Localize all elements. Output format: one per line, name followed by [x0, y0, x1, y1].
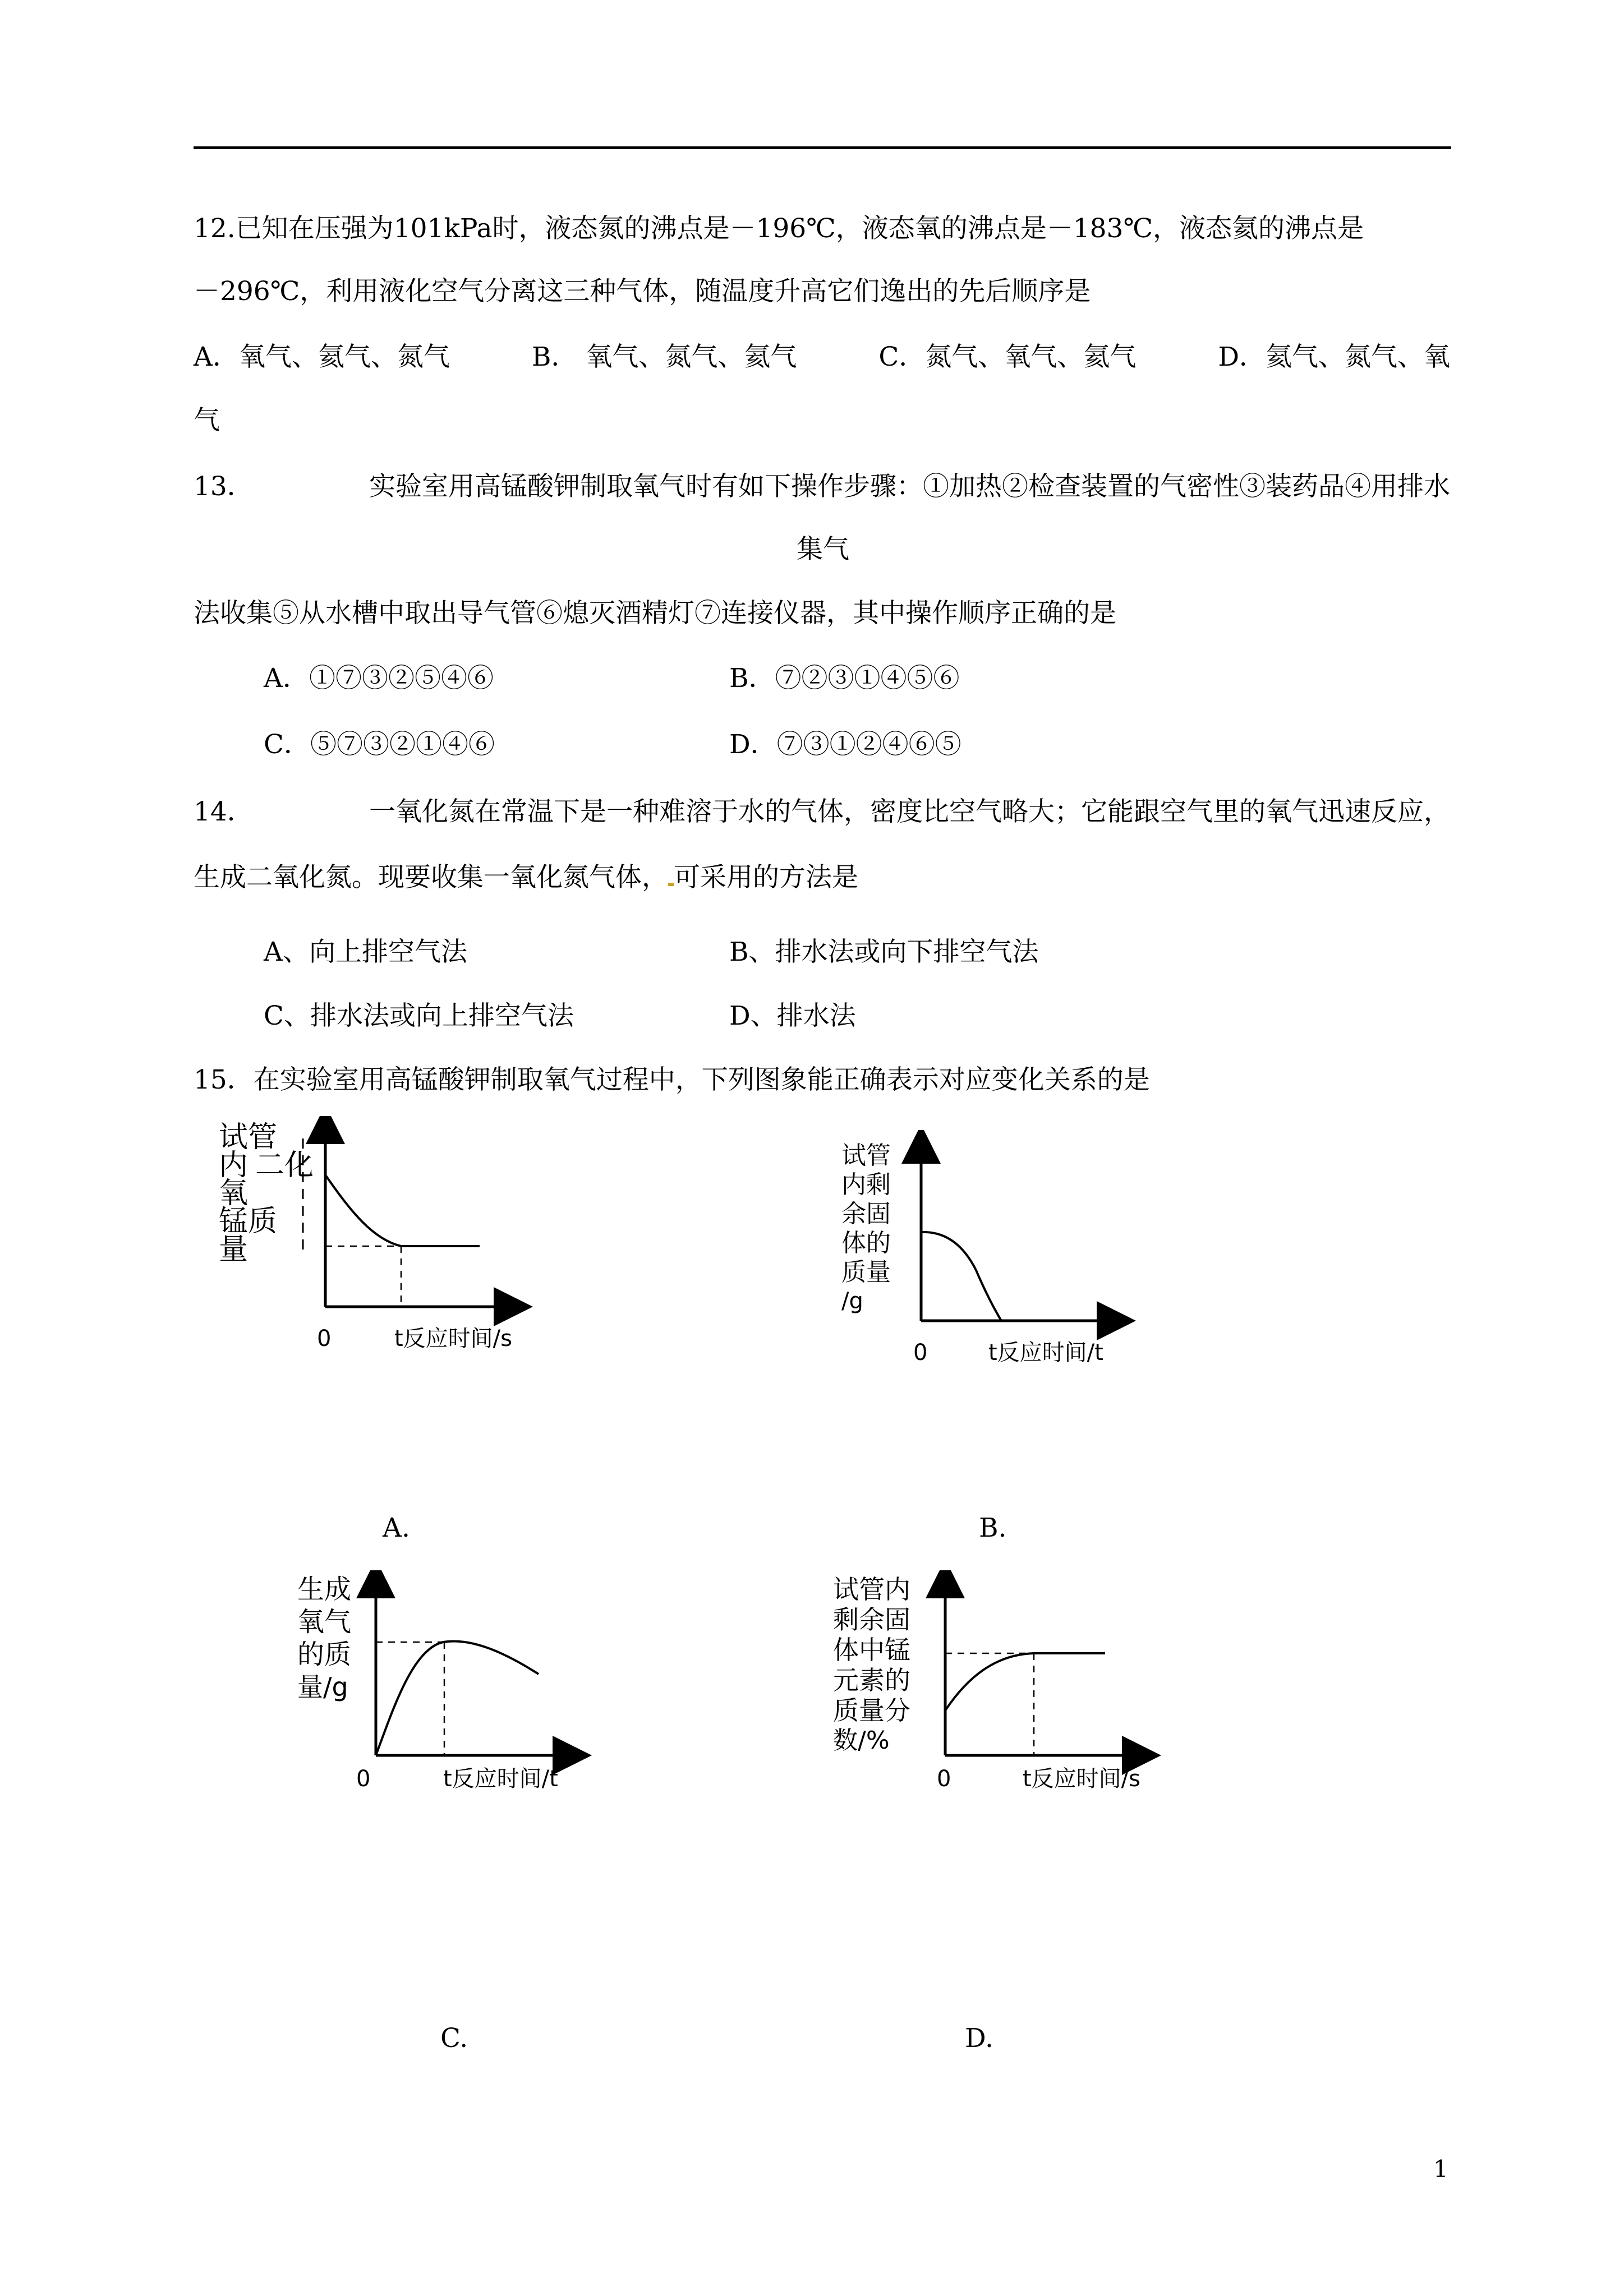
q12-option-a: A．氧气、氦气、氮气	[194, 342, 450, 372]
q12-option-c: C．氮气、氧气、氦气	[878, 342, 1137, 372]
graph-a-ylabel-2: 内	[219, 1149, 249, 1182]
graph-d-caption: D.	[965, 2023, 993, 2054]
graph-d-origin: 0	[937, 1766, 951, 1792]
q12-wrap: 气	[194, 405, 220, 436]
graph-b-caption: B.	[979, 1513, 1007, 1543]
graph-c-ylabel-1: 生成	[297, 1574, 352, 1605]
graph-a-origin: 0	[317, 1326, 332, 1352]
graph-d-ylabel-6: 数/%	[833, 1726, 890, 1755]
q14-number: 14．	[194, 796, 254, 827]
q12-line1: 12.已知在压强为101kPa时，液态氮的沸点是－196℃，液态氧的沸点是－183℃，液态氦的沸点是	[194, 213, 1364, 244]
q13-stem: 实验室用高锰酸钾制取氧气时有如下操作步骤：①加热②检查装置的气密性③装药品④用排水	[369, 471, 1450, 502]
q13-option-a: A．①⑦③②⑤④⑥	[264, 663, 494, 694]
q13-option-b: B．⑦②③①④⑤⑥	[729, 663, 960, 694]
q13-line2: 集气	[797, 534, 849, 565]
q13-option-d: D．⑦③①②④⑥⑤	[729, 729, 961, 760]
q13-number: 13．	[194, 471, 254, 502]
graph-b-ylabel-3: 余固	[841, 1200, 891, 1228]
graph-b-ylabel-1: 试管	[841, 1141, 891, 1170]
graph-d-ylabel-2: 剩余固	[833, 1605, 910, 1635]
graph-d-ylabel-1: 试管内	[833, 1574, 910, 1605]
graph-c	[292, 1570, 640, 1795]
graph-a-ylabel-6: 量	[219, 1233, 249, 1266]
edit-mark	[668, 883, 674, 886]
graph-a	[216, 1116, 564, 1363]
graph-d-ylabel-3: 体中锰	[833, 1635, 910, 1665]
q12-option-d: D．氦气、氮气、氧	[1218, 342, 1450, 372]
graph-d-xlabel: t反应时间/s	[1023, 1766, 1140, 1792]
graph-a-ylabel-3: 二化	[255, 1149, 314, 1182]
q12-line2: －296℃，利用液化空气分离这三种气体，随温度升高它们逸出的先后顺序是	[194, 276, 1091, 307]
graph-a-ylabel-1: 试管	[219, 1121, 278, 1154]
q15-stem: 15．在实验室用高锰酸钾制取氧气过程中，下列图象能正确表示对应变化关系的是	[194, 1064, 1150, 1095]
graph-d-ylabel-5: 质量分	[833, 1695, 910, 1726]
q12-option-b: B． 氧气、氮气、氦气	[531, 342, 797, 372]
graph-c-caption: C.	[440, 2023, 468, 2054]
q13-option-c: C．⑤⑦③②①④⑥	[264, 729, 495, 760]
graph-c-ylabel-2: 氧气	[297, 1606, 352, 1638]
graph-c-ylabel-4: 量/g	[297, 1672, 348, 1702]
graph-c-ylabel-3: 的质	[297, 1639, 352, 1670]
graph-d	[833, 1570, 1214, 1795]
page-number: 1	[1433, 2155, 1448, 2183]
header-rule	[194, 146, 1451, 149]
graph-a-xlabel: t反应时间/s	[394, 1326, 512, 1352]
q14-option-b: B、排水法或向下排空气法	[729, 937, 1039, 967]
q14-line1	[194, 795, 1450, 829]
graph-b-origin: 0	[913, 1340, 928, 1366]
graph-c-xlabel: t反应时间/t	[443, 1766, 558, 1792]
q13-line3: 法收集⑤从水槽中取出导气管⑥熄灭酒精灯⑦连接仪器，其中操作顺序正确的是	[194, 598, 1116, 629]
q14-line2	[194, 861, 858, 895]
q14-option-a: A、向上排空气法	[264, 937, 467, 967]
q13-line1	[194, 470, 1450, 504]
graph-b	[830, 1130, 1178, 1377]
q14-line2-a: 生成二氧化氮。现要收集一氧化氮气体，	[194, 862, 668, 893]
q12-options	[194, 340, 1450, 374]
graph-a-ylabel-4: 氧	[219, 1177, 249, 1210]
graph-b-xlabel: t反应时间/t	[988, 1340, 1103, 1366]
q14-option-d: D、排水法	[729, 1001, 856, 1031]
graph-d-ylabel-4: 元素的	[833, 1665, 910, 1695]
graph-b-ylabel-6: /g	[841, 1288, 863, 1314]
graph-b-ylabel-2: 内剩	[841, 1170, 891, 1199]
q14-option-c: C、排水法或向上排空气法	[264, 1001, 574, 1031]
graph-c-origin: 0	[356, 1766, 371, 1792]
q14-line2-b: 可采用的方法是	[674, 862, 858, 893]
graph-a-caption: A.	[383, 1513, 410, 1543]
graph-b-ylabel-4: 体的	[841, 1229, 891, 1257]
graph-b-ylabel-5: 质量	[841, 1258, 891, 1287]
q14-stem: 一氧化氮在常温下是一种难溶于水的气体，密度比空气略大；它能跟空气里的氧气迅速反应，	[369, 796, 1450, 827]
graph-a-ylabel-5: 锰质	[219, 1205, 278, 1238]
